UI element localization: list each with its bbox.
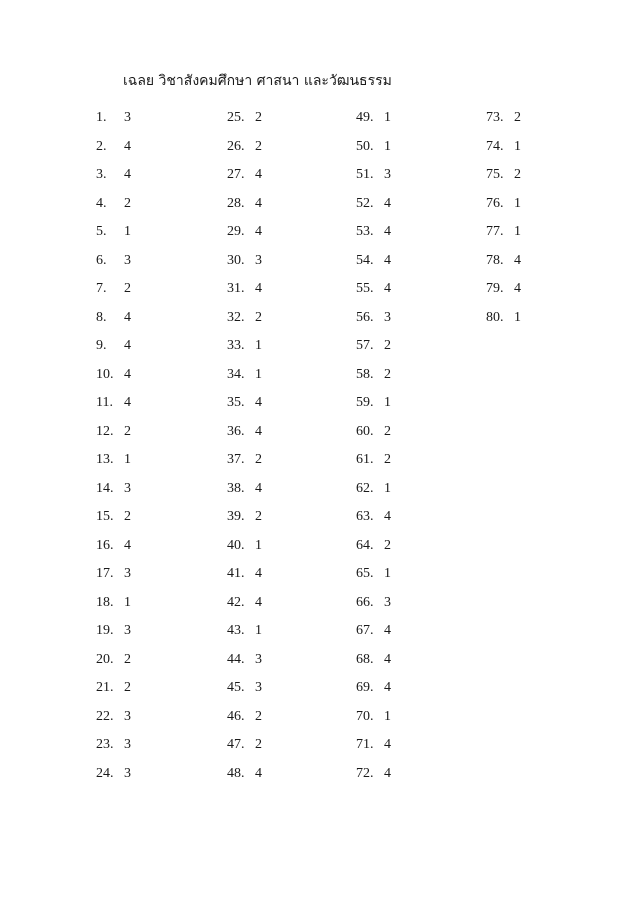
question-number: 60.	[356, 423, 374, 439]
question-number: 64.	[356, 537, 374, 553]
answer-value: 4	[384, 765, 391, 781]
answer-value: 4	[384, 509, 391, 524]
question-number: 10.	[96, 366, 114, 382]
answer-item	[486, 109, 521, 138]
answer-item	[356, 565, 391, 594]
answer-value: 4	[384, 680, 391, 695]
answer-value: 1	[384, 395, 391, 410]
question-number: 68.	[356, 651, 374, 667]
answer-item	[96, 537, 131, 566]
answer-item	[227, 480, 262, 509]
question-number: 45.	[227, 680, 245, 695]
question-number: 3.	[96, 167, 107, 182]
answer-value: 4	[384, 737, 391, 752]
answer-item	[486, 223, 521, 252]
question-number: 79.	[486, 281, 504, 296]
answer-item	[96, 708, 131, 737]
answer-item	[96, 451, 131, 480]
answer-value: 3	[255, 252, 262, 268]
answer-value: 4	[124, 395, 131, 410]
answer-value: 2	[384, 338, 391, 353]
answer-item	[96, 679, 131, 708]
question-number: 30.	[227, 252, 245, 268]
answer-value: 4	[514, 281, 521, 296]
question-number: 15.	[96, 509, 114, 524]
answer-item	[356, 138, 391, 167]
question-number: 70.	[356, 708, 374, 724]
answer-item	[356, 423, 391, 452]
answer-value: 4	[124, 366, 131, 382]
question-number: 59.	[356, 395, 374, 410]
answer-item	[227, 337, 262, 366]
answer-value: 2	[124, 680, 131, 695]
answer-item	[356, 537, 391, 566]
question-number: 1.	[96, 110, 107, 125]
answer-value: 2	[124, 651, 131, 667]
answer-value: 4	[384, 195, 391, 211]
answer-item	[356, 337, 391, 366]
question-number: 4.	[96, 195, 107, 211]
answer-value: 2	[255, 110, 262, 125]
answer-item	[356, 280, 391, 309]
answer-value: 4	[255, 224, 262, 239]
question-number: 34.	[227, 366, 245, 382]
question-number: 55.	[356, 281, 374, 296]
answer-item	[227, 537, 262, 566]
answer-item	[227, 651, 262, 680]
answer-value: 2	[384, 366, 391, 382]
question-number: 57.	[356, 338, 374, 353]
question-number: 6.	[96, 252, 107, 268]
answer-value: 4	[255, 281, 262, 296]
question-number: 29.	[227, 224, 245, 239]
question-number: 54.	[356, 252, 374, 268]
answer-item	[486, 309, 521, 338]
question-number: 71.	[356, 737, 374, 752]
answer-column	[356, 109, 391, 793]
answer-value: 2	[255, 509, 262, 524]
answer-value: 1	[384, 138, 391, 154]
answer-value: 4	[384, 281, 391, 296]
answer-value: 4	[255, 167, 262, 182]
answer-item	[96, 394, 131, 423]
answer-item	[227, 679, 262, 708]
answer-value: 2	[255, 737, 262, 752]
question-number: 33.	[227, 338, 245, 353]
answer-item	[356, 366, 391, 395]
answer-item	[96, 594, 131, 623]
answer-item	[227, 109, 262, 138]
answer-item	[227, 508, 262, 537]
answer-item	[227, 195, 262, 224]
question-number: 36.	[227, 423, 245, 439]
answer-item	[486, 138, 521, 167]
question-number: 26.	[227, 138, 245, 154]
question-number: 49.	[356, 110, 374, 125]
answer-item	[356, 252, 391, 281]
answer-value: 4	[255, 395, 262, 410]
answer-value: 1	[124, 594, 131, 610]
question-number: 32.	[227, 309, 245, 325]
answer-item	[227, 394, 262, 423]
question-number: 53.	[356, 224, 374, 239]
answer-column	[96, 109, 131, 793]
answer-value: 2	[255, 708, 262, 724]
question-number: 65.	[356, 566, 374, 581]
answer-item	[227, 622, 262, 651]
answer-item	[227, 166, 262, 195]
answer-item	[356, 708, 391, 737]
answer-value: 1	[124, 452, 131, 467]
answer-item	[356, 765, 391, 794]
answer-value: 1	[514, 224, 521, 239]
question-number: 25.	[227, 110, 245, 125]
question-number: 27.	[227, 167, 245, 182]
question-number: 31.	[227, 281, 245, 296]
question-number: 43.	[227, 623, 245, 638]
question-number: 40.	[227, 537, 245, 553]
question-number: 50.	[356, 138, 374, 154]
question-number: 44.	[227, 651, 245, 667]
answer-item	[96, 252, 131, 281]
answer-item	[227, 252, 262, 281]
answer-item	[96, 622, 131, 651]
answer-item	[356, 622, 391, 651]
question-number: 21.	[96, 680, 114, 695]
answer-value: 3	[255, 651, 262, 667]
answer-value: 4	[384, 623, 391, 638]
answer-value: 1	[384, 480, 391, 496]
answer-item	[227, 708, 262, 737]
answer-value: 2	[384, 452, 391, 467]
answer-item	[96, 565, 131, 594]
answer-value: 4	[255, 423, 262, 439]
question-number: 63.	[356, 509, 374, 524]
question-number: 52.	[356, 195, 374, 211]
answer-value: 2	[384, 423, 391, 439]
answer-value: 2	[124, 509, 131, 524]
question-number: 69.	[356, 680, 374, 695]
answer-value: 1	[384, 708, 391, 724]
question-number: 24.	[96, 765, 114, 781]
answer-value: 3	[384, 594, 391, 610]
question-number: 23.	[96, 737, 114, 752]
question-number: 80.	[486, 309, 504, 325]
question-number: 56.	[356, 309, 374, 325]
question-number: 19.	[96, 623, 114, 638]
answer-item	[96, 366, 131, 395]
question-number: 22.	[96, 708, 114, 724]
answer-value: 4	[514, 252, 521, 268]
question-number: 28.	[227, 195, 245, 211]
answer-item	[356, 195, 391, 224]
question-number: 77.	[486, 224, 504, 239]
answer-item	[227, 423, 262, 452]
answer-item	[96, 480, 131, 509]
answer-value: 2	[255, 309, 262, 325]
answer-value: 1	[384, 566, 391, 581]
answer-value: 2	[124, 281, 131, 296]
answer-value: 4	[384, 651, 391, 667]
answer-value: 4	[124, 138, 131, 154]
answer-value: 1	[255, 623, 262, 638]
question-number: 16.	[96, 537, 114, 553]
answer-value: 2	[514, 167, 521, 182]
answer-item	[227, 138, 262, 167]
answer-item	[96, 195, 131, 224]
question-number: 18.	[96, 594, 114, 610]
question-number: 13.	[96, 452, 114, 467]
question-number: 47.	[227, 737, 245, 752]
answer-item	[356, 309, 391, 338]
question-number: 35.	[227, 395, 245, 410]
answer-value: 2	[514, 110, 521, 125]
answer-value: 4	[255, 480, 262, 496]
answer-item	[356, 480, 391, 509]
answer-item	[356, 223, 391, 252]
question-number: 41.	[227, 566, 245, 581]
question-number: 67.	[356, 623, 374, 638]
page-title: เฉลย วิชาสังคมศึกษา ศาสนา และวัฒนธรรม	[123, 73, 392, 89]
question-number: 58.	[356, 366, 374, 382]
answer-item	[227, 309, 262, 338]
question-number: 61.	[356, 452, 374, 467]
answer-value: 4	[124, 338, 131, 353]
answer-item	[356, 679, 391, 708]
answer-value: 4	[124, 537, 131, 553]
answer-item	[227, 366, 262, 395]
answer-value: 4	[124, 309, 131, 325]
answer-item	[356, 736, 391, 765]
answer-item	[227, 594, 262, 623]
answer-item	[227, 565, 262, 594]
question-number: 8.	[96, 309, 107, 325]
answer-item	[96, 223, 131, 252]
answer-item	[96, 423, 131, 452]
answer-item	[96, 765, 131, 794]
question-number: 74.	[486, 138, 504, 154]
question-number: 39.	[227, 509, 245, 524]
answer-item	[96, 508, 131, 537]
answer-item	[227, 765, 262, 794]
answer-item	[96, 309, 131, 338]
question-number: 37.	[227, 452, 245, 467]
question-number: 72.	[356, 765, 374, 781]
answer-value: 3	[124, 110, 131, 125]
question-number: 51.	[356, 167, 374, 182]
answer-value: 3	[124, 566, 131, 581]
answer-item	[96, 166, 131, 195]
question-number: 66.	[356, 594, 374, 610]
answer-column	[486, 109, 521, 337]
answer-item	[96, 138, 131, 167]
answer-item	[486, 280, 521, 309]
answer-value: 1	[514, 138, 521, 154]
question-number: 62.	[356, 480, 374, 496]
answer-value: 3	[124, 623, 131, 638]
answer-value: 1	[514, 195, 521, 211]
question-number: 5.	[96, 224, 107, 239]
answer-value: 3	[124, 252, 131, 268]
question-number: 38.	[227, 480, 245, 496]
answer-item	[356, 166, 391, 195]
question-number: 9.	[96, 338, 107, 353]
answer-value: 1	[255, 537, 262, 553]
answer-value: 4	[255, 195, 262, 211]
answer-item	[96, 337, 131, 366]
question-number: 11.	[96, 395, 113, 410]
answer-item	[227, 280, 262, 309]
question-number: 14.	[96, 480, 114, 496]
answer-value: 2	[124, 195, 131, 211]
question-number: 75.	[486, 167, 504, 182]
answer-item	[356, 594, 391, 623]
answer-value: 1	[255, 366, 262, 382]
answer-item	[486, 195, 521, 224]
answer-value: 4	[384, 252, 391, 268]
answer-value: 2	[255, 452, 262, 467]
answer-value: 3	[124, 765, 131, 781]
answer-item	[356, 394, 391, 423]
answer-value: 4	[255, 765, 262, 781]
answer-item	[96, 109, 131, 138]
question-number: 17.	[96, 566, 114, 581]
question-number: 7.	[96, 281, 107, 296]
answer-value: 3	[124, 708, 131, 724]
question-number: 20.	[96, 651, 114, 667]
answer-value: 4	[384, 224, 391, 239]
question-number: 48.	[227, 765, 245, 781]
answer-column	[227, 109, 262, 793]
answer-value: 2	[124, 423, 131, 439]
answer-value: 3	[384, 167, 391, 182]
answer-item	[96, 651, 131, 680]
answer-item	[96, 736, 131, 765]
question-number: 2.	[96, 138, 107, 154]
question-number: 76.	[486, 195, 504, 211]
answer-value: 1	[514, 309, 521, 325]
answer-value: 1	[384, 110, 391, 125]
answer-item	[356, 109, 391, 138]
answer-item	[227, 736, 262, 765]
answer-value: 4	[255, 566, 262, 581]
answer-item	[227, 451, 262, 480]
answer-item	[356, 508, 391, 537]
question-number: 46.	[227, 708, 245, 724]
answer-value: 1	[255, 338, 262, 353]
answer-value: 4	[124, 167, 131, 182]
question-number: 78.	[486, 252, 504, 268]
answer-value: 3	[124, 480, 131, 496]
question-number: 12.	[96, 423, 114, 439]
answer-item	[486, 166, 521, 195]
answer-item	[486, 252, 521, 281]
answer-value: 4	[255, 594, 262, 610]
answer-value: 2	[384, 537, 391, 553]
question-number: 42.	[227, 594, 245, 610]
answer-value: 1	[124, 224, 131, 239]
answer-value: 3	[255, 680, 262, 695]
answer-value: 3	[384, 309, 391, 325]
question-number: 73.	[486, 110, 504, 125]
answer-item	[96, 280, 131, 309]
answer-value: 3	[124, 737, 131, 752]
answer-item	[356, 651, 391, 680]
answer-item	[227, 223, 262, 252]
answer-item	[356, 451, 391, 480]
answer-value: 2	[255, 138, 262, 154]
